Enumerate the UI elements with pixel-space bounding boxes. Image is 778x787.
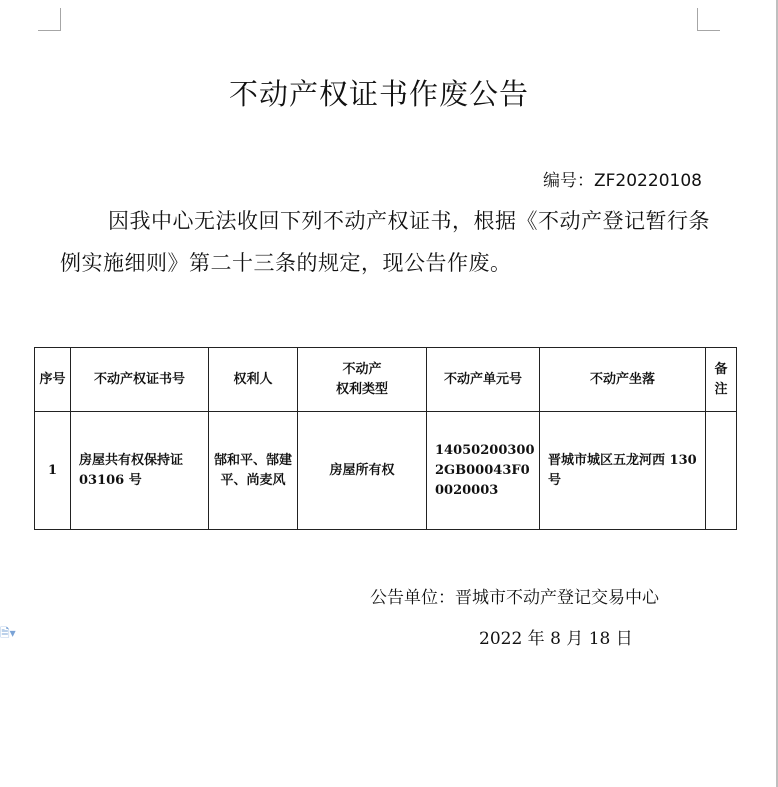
cell-holder: 郜和平、郜建平、尚麦风 (209, 412, 298, 530)
announcement-paragraph: 因我中心无法收回下列不动产权证书，根据《不动产登记暂行条例实施细则》第二十三条的规定，现公告作废。 (60, 209, 710, 275)
header-right-type (298, 348, 427, 412)
cell-cert-no: 房屋共有权保持证 03106 号 (71, 412, 209, 530)
cell-seq: 1 (35, 412, 71, 530)
cell-right-type: 房屋所有权 (298, 412, 427, 530)
issuer-line: 公告单位：晋城市不动产登记交易中心 (370, 588, 659, 608)
crop-mark-top-left (38, 8, 61, 31)
document-icon[interactable]: 🗎▾ (0, 626, 16, 640)
header-unit-no: 不动产单元号 (427, 348, 540, 412)
header-location: 不动产坐落 (540, 348, 706, 412)
cell-location: 晋城市城区五龙河西 130 号 (540, 412, 706, 530)
table-row (35, 412, 737, 530)
header-right-type-line2: 权利类型 (335, 381, 388, 397)
certificate-table (34, 347, 737, 530)
crop-mark-top-right (697, 8, 720, 31)
cell-unit-no: 140502003002GB00043F00020003 (427, 412, 540, 530)
header-cert-no: 不动产权证书号 (71, 348, 209, 412)
table-header-row (35, 348, 737, 412)
header-right-type-line1: 不动产 (342, 361, 382, 377)
document-number: 编号：ZF20220108 (543, 171, 702, 191)
header-remark: 备注 (706, 348, 737, 412)
issue-date: 2022 年 8 月 18 日 (479, 629, 633, 649)
header-holder: 权利人 (209, 348, 298, 412)
cell-remark (706, 412, 737, 530)
header-seq: 序号 (35, 348, 71, 412)
document-title: 不动产权证书作废公告 (228, 77, 529, 111)
